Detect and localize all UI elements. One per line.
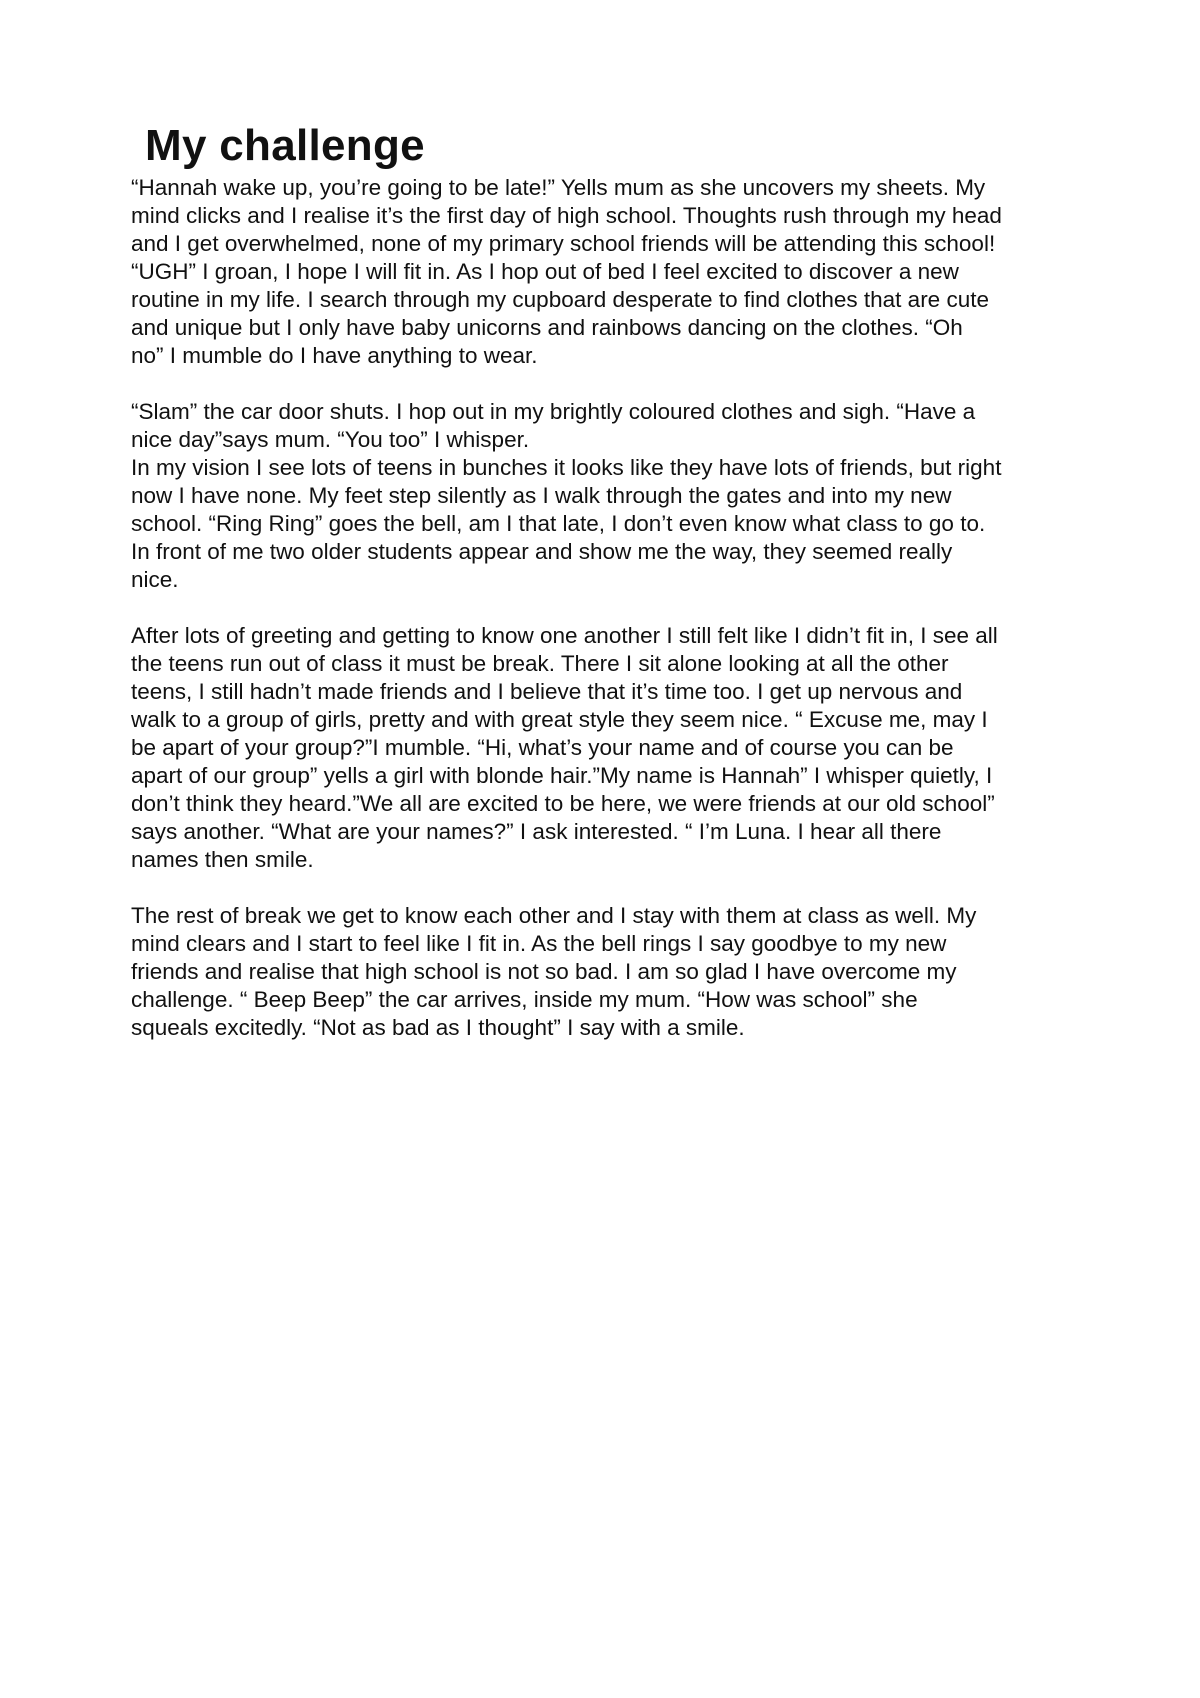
paragraph xyxy=(131,398,1091,594)
paragraph xyxy=(131,902,1091,1042)
text-line: “Slam” the car door shuts. I hop out in my brightly coloured clothes and sigh. “Have a xyxy=(131,399,976,424)
paragraph-spacer xyxy=(131,594,1091,622)
text-line: and I get overwhelmed, none of my primary school friends will be attending this school! xyxy=(131,231,996,256)
text-line: After lots of greeting and getting to know one another I still felt like I didn’t fit in, I see all xyxy=(131,623,998,648)
text-line: be apart of your group?”I mumble. “Hi, what’s your name and of course you can be xyxy=(131,735,954,760)
text-line: no” I mumble do I have anything to wear. xyxy=(131,343,538,368)
page-title: My challenge xyxy=(145,121,425,170)
text-line: mind clicks and I realise it’s the first day of high school. Thoughts rush through my head xyxy=(131,203,1002,228)
text-line: don’t think they heard.”We all are excited to be here, we were friends at our old school” xyxy=(131,791,995,816)
paragraph xyxy=(131,622,1091,874)
paragraph xyxy=(131,174,1091,370)
text-line: The rest of break we get to know each other and I stay with them at class as well. My xyxy=(131,903,977,928)
text-line: nice. xyxy=(131,567,179,592)
text-line: friends and realise that high school is not so bad. I am so glad I have overcome my xyxy=(131,959,957,984)
text-line: now I have none. My feet step silently as I walk through the gates and into my new xyxy=(131,483,952,508)
text-line: the teens run out of class it must be break. There I sit alone looking at all the other xyxy=(131,651,949,676)
text-line: squeals excitedly. “Not as bad as I thought” I say with a smile. xyxy=(131,1015,745,1040)
text-line: In front of me two older students appear and show me the way, they seemed really xyxy=(131,539,953,564)
text-line: teens, I still hadn’t made friends and I believe that it’s time too. I get up nervous and xyxy=(131,679,963,704)
document-body xyxy=(131,174,1091,1042)
text-line: routine in my life. I search through my cupboard desperate to find clothes that are cute xyxy=(131,287,989,312)
text-line: nice day”says mum. “You too” I whisper. xyxy=(131,427,530,452)
text-line: In my vision I see lots of teens in bunches it looks like they have lots of friends, but right xyxy=(131,455,1002,480)
text-line: and unique but I only have baby unicorns and rainbows dancing on the clothes. “Oh xyxy=(131,315,963,340)
text-line: walk to a group of girls, pretty and with great style they seem nice. “ Excuse me, may I xyxy=(131,707,988,732)
text-line: “Hannah wake up, you’re going to be late!” Yells mum as she uncovers my sheets. My xyxy=(131,175,986,200)
text-line: school. “Ring Ring” goes the bell, am I that late, I don’t even know what class to go to. xyxy=(131,511,986,536)
text-line: challenge. “ Beep Beep” the car arrives, inside my mum. “How was school” she xyxy=(131,987,918,1012)
text-line: mind clears and I start to feel like I fit in. As the bell rings I say goodbye to my new xyxy=(131,931,947,956)
paragraph-spacer xyxy=(131,370,1091,398)
text-line: says another. “What are your names?” I ask interested. “ I’m Luna. I hear all there xyxy=(131,819,942,844)
text-line: apart of our group” yells a girl with blonde hair.”My name is Hannah” I whisper quietly, I xyxy=(131,763,993,788)
paragraph-spacer xyxy=(131,874,1091,902)
text-line: names then smile. xyxy=(131,847,314,872)
text-line: “UGH” I groan, I hope I will fit in. As I hop out of bed I feel excited to discover a new xyxy=(131,259,959,284)
